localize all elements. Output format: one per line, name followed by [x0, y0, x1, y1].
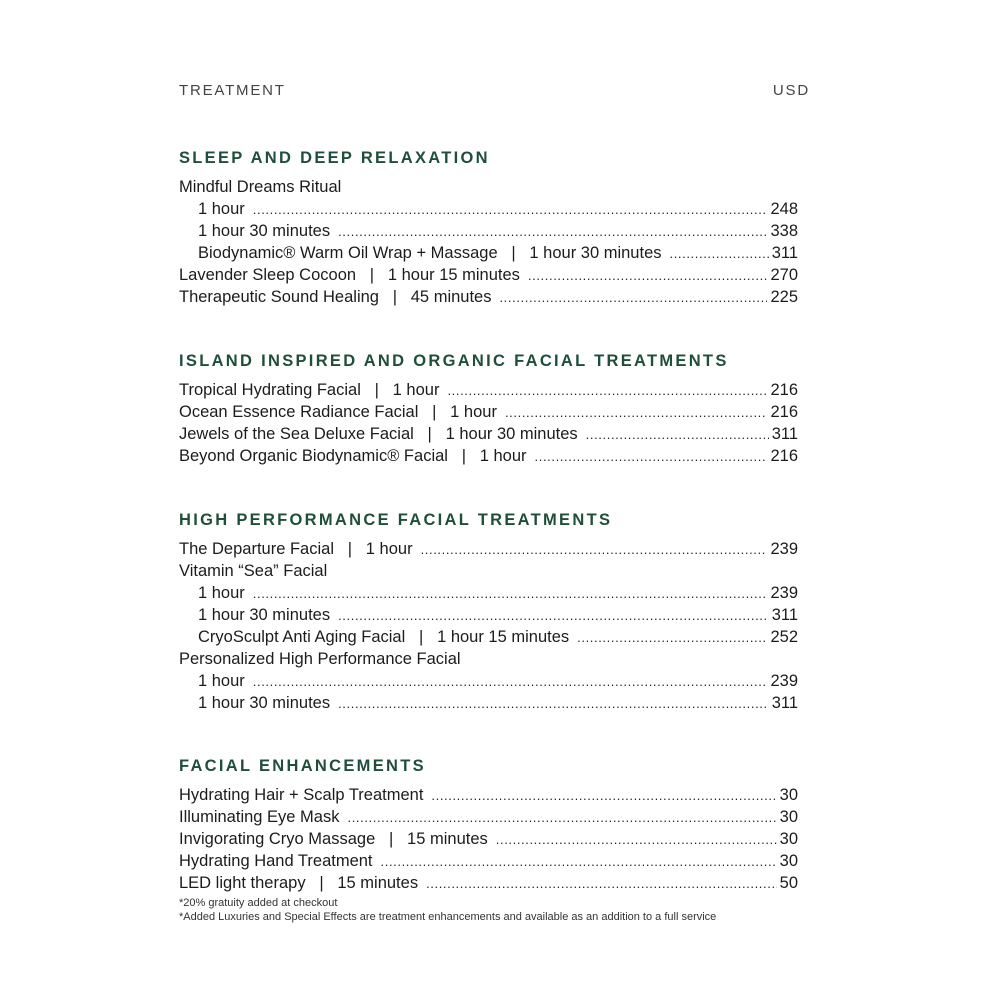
- item-name: Vitamin “Sea” Facial: [179, 562, 328, 580]
- item-name: 1 hour 30 minutes: [198, 606, 331, 624]
- column-header-treatment: TREATMENT: [179, 82, 286, 99]
- item-name: 1 hour: [198, 672, 245, 690]
- dot-leader: [253, 199, 768, 221]
- menu-item: [179, 379, 798, 401]
- menu-item-group: [179, 176, 798, 198]
- item-name: Mindful Dreams Ritual: [179, 178, 342, 196]
- menu-item: [179, 538, 798, 560]
- section-title: SLEEP AND DEEP RELAXATION: [179, 149, 490, 167]
- item-name: Beyond Organic Biodynamic® Facial | 1 hour: [179, 447, 527, 465]
- item-price: 216: [770, 447, 798, 465]
- menu-item: [179, 198, 798, 220]
- item-name: Biodynamic® Warm Oil Wrap + Massage | 1 hour 30 minutes: [198, 244, 662, 262]
- item-price: 239: [770, 584, 798, 602]
- menu-item: [179, 604, 798, 626]
- section-high-performance-facials: [179, 509, 798, 714]
- item-price: 311: [771, 694, 798, 712]
- item-name: The Departure Facial | 1 hour: [179, 540, 413, 558]
- dot-leader: [426, 873, 777, 895]
- item-price: 225: [770, 288, 798, 306]
- item-name: 1 hour 30 minutes: [198, 694, 331, 712]
- item-price: 270: [770, 266, 798, 284]
- menu-item: [179, 220, 798, 242]
- dot-leader: [381, 851, 777, 873]
- section-title: FACIAL ENHANCEMENTS: [179, 757, 426, 775]
- menu-item: [179, 670, 798, 692]
- item-price: 216: [770, 381, 798, 399]
- menu-item: [179, 401, 798, 423]
- dot-leader: [338, 605, 769, 627]
- item-price: 216: [770, 403, 798, 421]
- dot-leader: [505, 402, 768, 424]
- item-name: LED light therapy | 15 minutes: [179, 874, 419, 892]
- item-name: Lavender Sleep Cocoon | 1 hour 15 minutes: [179, 266, 520, 284]
- menu-item: [179, 828, 798, 850]
- item-price: 311: [771, 244, 798, 262]
- item-name: Tropical Hydrating Facial | 1 hour: [179, 381, 440, 399]
- dot-leader: [338, 221, 767, 243]
- section-title: HIGH PERFORMANCE FACIAL TREATMENTS: [179, 511, 613, 529]
- item-price: 239: [770, 540, 798, 558]
- dot-leader: [586, 424, 769, 446]
- item-price: 30: [779, 786, 798, 804]
- section-sleep-relaxation: [179, 147, 798, 308]
- dot-leader: [447, 380, 767, 402]
- item-price: 30: [779, 808, 798, 826]
- item-price: 50: [779, 874, 798, 892]
- menu-item: [179, 784, 798, 806]
- menu-item: [179, 242, 798, 264]
- item-price: 239: [770, 672, 798, 690]
- menu-item: [179, 286, 798, 308]
- item-price: 311: [771, 606, 798, 624]
- item-name: Hydrating Hair + Scalp Treatment: [179, 786, 424, 804]
- gratuity-note: *20% gratuity added at checkout: [179, 897, 338, 909]
- item-price: 252: [770, 628, 798, 646]
- item-name: 1 hour: [198, 584, 245, 602]
- menu-item: [179, 872, 798, 894]
- dot-leader: [499, 287, 767, 309]
- column-header-currency: USD: [772, 82, 810, 99]
- dot-leader: [535, 446, 768, 468]
- menu-item: [179, 850, 798, 872]
- section-island-facials: [179, 350, 798, 467]
- menu-item-group: [179, 560, 798, 582]
- item-name: 1 hour: [198, 200, 245, 218]
- dot-leader: [528, 265, 768, 287]
- menu-item: [179, 423, 798, 445]
- item-name: 1 hour 30 minutes: [198, 222, 331, 240]
- item-price: 30: [779, 830, 798, 848]
- item-name: Illuminating Eye Mask: [179, 808, 340, 826]
- item-price: 311: [771, 425, 798, 443]
- menu-item-group: [179, 648, 798, 670]
- item-name: Therapeutic Sound Healing | 45 minutes: [179, 288, 492, 306]
- dot-leader: [577, 627, 767, 649]
- dot-leader: [253, 671, 768, 693]
- dot-leader: [496, 829, 777, 851]
- dot-leader: [253, 583, 768, 605]
- menu-item: [179, 582, 798, 604]
- item-name: Ocean Essence Radiance Facial | 1 hour: [179, 403, 497, 421]
- dot-leader: [670, 243, 769, 265]
- item-name: CryoSculpt Anti Aging Facial | 1 hour 15 minutes: [198, 628, 570, 646]
- menu-item: [179, 626, 798, 648]
- item-name: Personalized High Performance Facial: [179, 650, 461, 668]
- item-name: Hydrating Hand Treatment: [179, 852, 373, 870]
- dot-leader: [421, 539, 768, 561]
- dot-leader: [347, 807, 776, 829]
- item-price: 30: [779, 852, 798, 870]
- section-facial-enhancements: [179, 755, 798, 894]
- menu-item: [179, 806, 798, 828]
- item-price: 338: [770, 222, 798, 240]
- enhancements-note: *Added Luxuries and Special Effects are treatment enhancements and available as an addition to a full service: [179, 910, 717, 923]
- dot-leader: [338, 693, 769, 715]
- section-title: ISLAND INSPIRED AND ORGANIC FACIAL TREATMENTS: [179, 352, 729, 370]
- item-name: Jewels of the Sea Deluxe Facial | 1 hour 30 minutes: [179, 425, 578, 443]
- item-price: 248: [770, 200, 798, 218]
- footnotes: [179, 897, 716, 924]
- menu-item: [179, 692, 798, 714]
- menu-item: [179, 445, 798, 467]
- menu-item: [179, 264, 798, 286]
- dot-leader: [431, 785, 776, 807]
- item-name: Invigorating Cryo Massage | 15 minutes: [179, 830, 488, 848]
